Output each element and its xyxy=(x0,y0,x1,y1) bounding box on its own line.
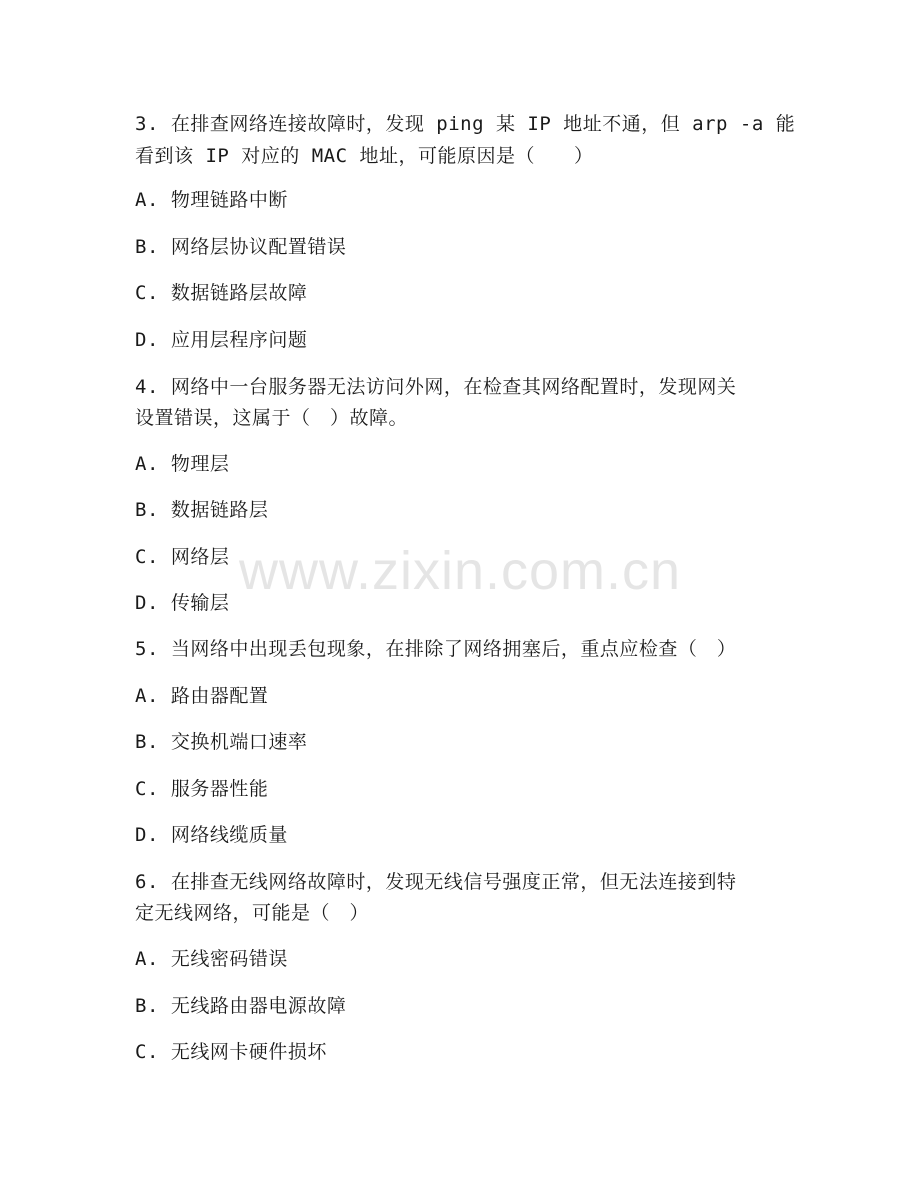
question-4-option-b: B. 数据链路层 xyxy=(135,499,269,521)
question-6-stem-line-2: 定无线网络，可能是（ ） xyxy=(135,902,370,924)
question-4-option-a: A. 物理层 xyxy=(135,453,230,475)
question-6-stem-line-1: 6. 在排查无线网络故障时，发现无线信号强度正常，但无法连接到特 xyxy=(135,871,737,893)
watermark: www.zixin.com.cn xyxy=(238,541,682,601)
question-5-option-a: A. 路由器配置 xyxy=(135,685,269,707)
question-6-option-a: A. 无线密码错误 xyxy=(135,948,288,970)
question-4-option-c: C. 网络层 xyxy=(135,546,230,568)
question-3-option-b: B. 网络层协议配置错误 xyxy=(135,236,347,258)
question-6-option-c: C. 无线网卡硬件损坏 xyxy=(135,1041,327,1063)
question-4-stem-line-1: 4. 网络中一台服务器无法访问外网，在检查其网络配置时，发现网关 xyxy=(135,376,737,398)
question-3-option-a: A. 物理链路中断 xyxy=(135,189,288,211)
question-3-stem-line-1: 3. 在排查网络连接故障时，发现 ping 某 IP 地址不通，但 arp -a 能 xyxy=(135,113,796,135)
question-3-stem-line-2: 看到该 IP 对应的 MAC 地址，可能原因是（ ） xyxy=(135,145,594,167)
question-4-option-d: D. 传输层 xyxy=(135,592,230,614)
question-4-stem-line-2: 设置错误，这属于（ ）故障。 xyxy=(135,407,409,429)
question-5-stem-line-1: 5. 当网络中出现丢包现象，在排除了网络拥塞后，重点应检查（ ） xyxy=(135,638,737,660)
question-5-option-c: C. 服务器性能 xyxy=(135,778,269,800)
question-5-option-b: B. 交换机端口速率 xyxy=(135,731,308,753)
question-5-option-d: D. 网络线缆质量 xyxy=(135,824,288,846)
question-6-option-b: B. 无线路由器电源故障 xyxy=(135,995,347,1017)
question-3-option-c: C. 数据链路层故障 xyxy=(135,282,308,304)
question-3-option-d: D. 应用层程序问题 xyxy=(135,329,308,351)
